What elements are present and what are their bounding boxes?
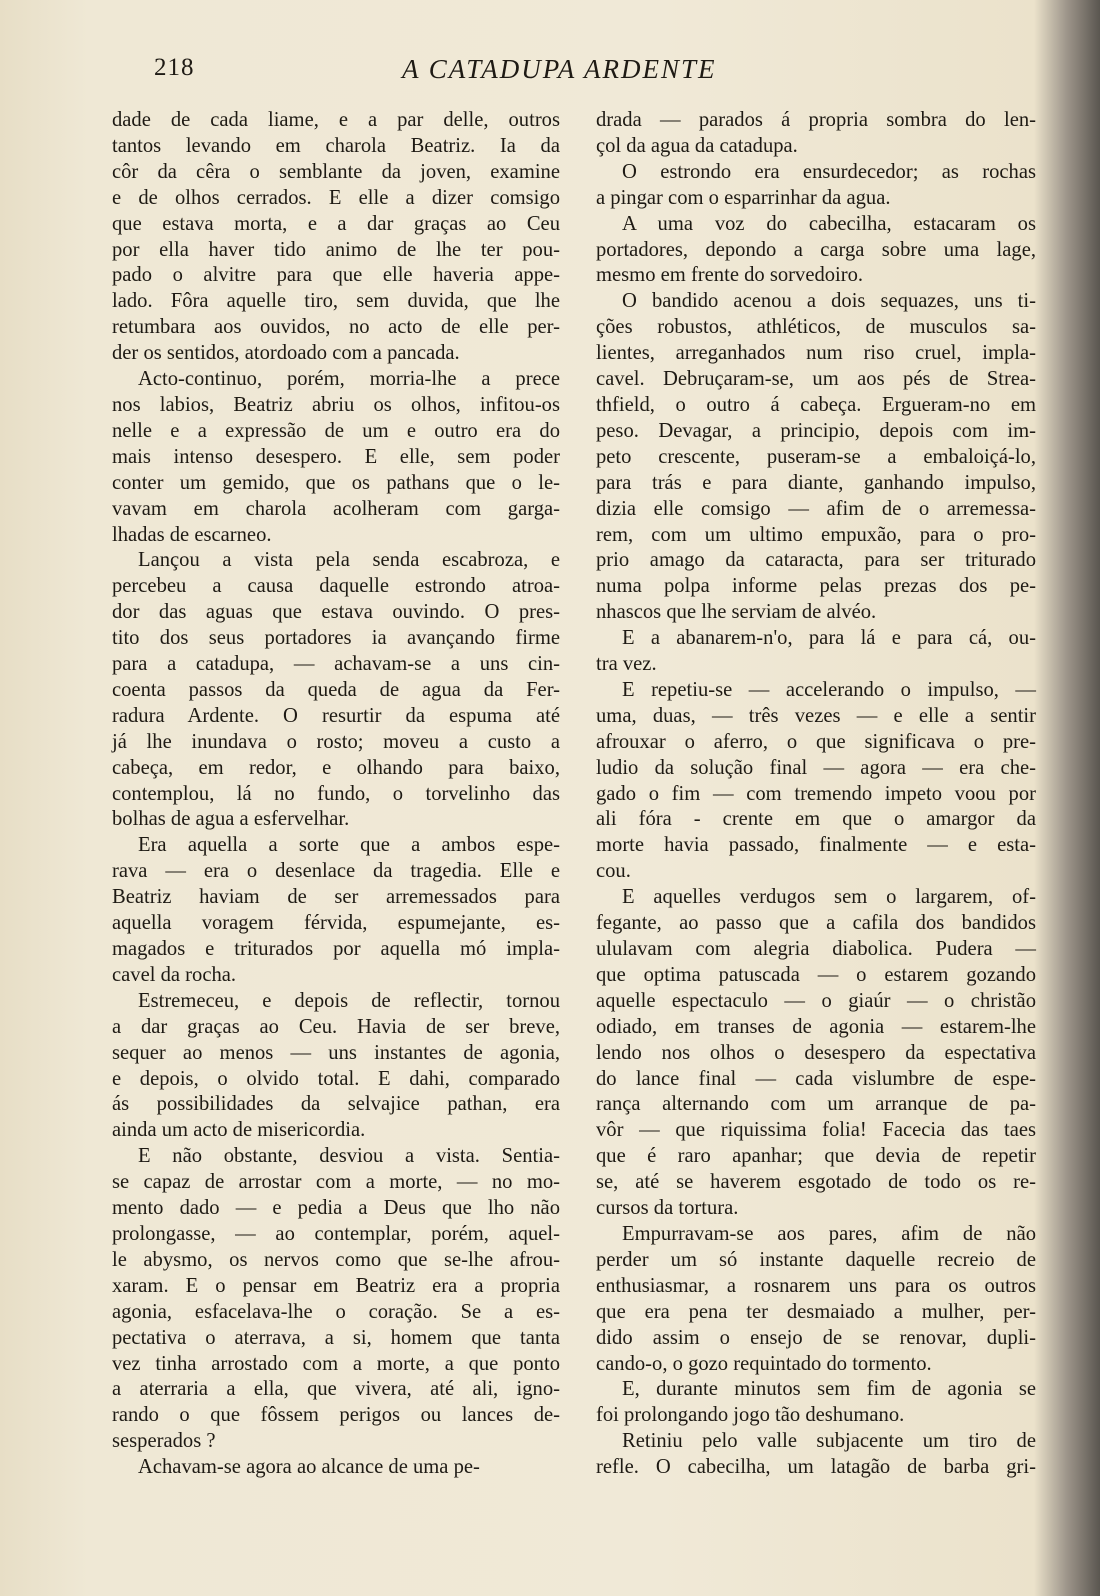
text-line: prolongasse, — ao contemplar, porém, aquel- [112, 1222, 560, 1245]
text-line: Retiniu pelo valle subjacente um tiro de [622, 1430, 1036, 1453]
text-line: que estava morta, e a dar graças ao Ceu [112, 212, 560, 235]
text-line: rança alternando com um arranque de pa- [596, 1093, 1036, 1116]
text-line: radura Ardente. O resurtir da espuma até [112, 704, 560, 727]
text-line: do lance final — cada vislumbre de espe- [596, 1067, 1036, 1090]
text-line: Lançou a vista pela senda escabroza, e [138, 549, 560, 572]
text-line: ções robustos, athléticos, de musculos sa- [596, 316, 1036, 339]
text-line: nhascos que lhe serviam de alvéo. [596, 601, 877, 624]
text-line: bolhas de agua a esfervelhar. [112, 808, 350, 831]
text-line: vavam em charola acolheram com garga- [112, 497, 560, 520]
text-line: fegante, ao passo que a cafila dos bandidos [596, 912, 1036, 935]
text-line: refle. O cabecilha, um latagão de barba gri- [596, 1456, 1036, 1479]
text-line: retumbara aos ouvidos, no acto de elle per- [112, 316, 560, 339]
text-line: mais intenso desespero. E elle, sem poder [112, 445, 560, 468]
text-line: ali fóra - crente em que o amargor da [596, 808, 1036, 831]
text-line: percebeu a causa daquelle estrondo atroa- [112, 575, 560, 598]
text-line: peto crescente, puseram-se a embaloiçá-lo, [596, 445, 1036, 468]
text-line: cursos da tortura. [596, 1197, 739, 1220]
text-line: dizia elle comsigo — afim de o arremessa- [596, 497, 1036, 520]
text-line: peso. Devagar, a principio, depois com im- [596, 419, 1036, 442]
text-line: vez tinha arrostado com a morte, a que ponto [112, 1352, 560, 1375]
text-line: Acto-continuo, porém, morria-lhe a prece [138, 368, 560, 391]
text-line: vôr — que riquissima folia! Facecia das taes [596, 1119, 1036, 1142]
text-line: que é raro apanhar; que devia de repetir [596, 1145, 1036, 1168]
text-line: se, até se haverem esgotado de todo os re- [596, 1171, 1036, 1194]
text-line: côr da cêra o semblante da joven, examine [112, 160, 560, 183]
text-line: odiado, em transes de agonia — estarem-lhe [596, 1015, 1036, 1038]
text-line: cabeça, em redor, e olhando para baixo, [112, 756, 560, 779]
text-line: nos labios, Beatriz abriu os olhos, infitou-os [112, 393, 560, 416]
text-line: numa polpa informe pelas prezas dos pe- [596, 575, 1036, 598]
text-line: ás possibilidades da selvajice pathan, era [112, 1093, 560, 1116]
right-text-column [596, 108, 1036, 1481]
text-line: çol da agua da catadupa. [596, 134, 798, 157]
page-header [150, 48, 1060, 92]
text-line: dor das aguas que estava ouvindo. O pres- [112, 601, 560, 624]
text-line: drada — parados á propria sombra do len- [596, 109, 1036, 131]
text-line: perder um só instante daquelle recreio de [596, 1248, 1036, 1271]
text-line: para trás e para diante, ganhando impulso, [596, 471, 1036, 494]
text-line: rem, com um ultimo empuxão, para o pro- [596, 523, 1036, 546]
text-line: E a abanarem-n'o, para lá e para cá, ou- [622, 627, 1036, 650]
text-line: tantos levando em charola Beatriz. Ia da [112, 134, 560, 157]
text-line: que optima patuscada — o estarem gozando [596, 963, 1036, 986]
left-text-column [112, 108, 560, 1481]
text-line: já lhe inundava o rosto; moveu a custo a [112, 730, 560, 753]
text-line: lientes, arreganhados num riso cruel, impla- [596, 342, 1036, 365]
text-line: ludio da solução final — agora — era che- [596, 756, 1036, 779]
text-line: Achavam-se agora ao alcance de uma pe- [138, 1456, 480, 1479]
text-line: coenta passos da queda de agua da Fer- [112, 678, 560, 701]
text-line: foi prolongando jogo tão deshumano. [596, 1404, 905, 1427]
text-line: ululavam com alegria diabolica. Pudera — [596, 938, 1036, 960]
text-line: nelle e a expressão de um e outro era do [112, 419, 560, 442]
text-line: a aterraria a ella, que vivera, até ali, igno- [112, 1378, 560, 1401]
text-line: tito dos seus portadores ia avançando firme [112, 627, 560, 650]
text-line: afrouxar o aferro, o que significava o pre- [596, 730, 1036, 753]
text-line: por ella haver tido animo de lhe ter pou- [112, 238, 560, 261]
text-line: magados e triturados por aquella mó impla- [112, 938, 560, 960]
text-line: e depois, o olvido total. E dahi, comparado [112, 1067, 560, 1090]
text-line: ainda um acto de misericordia. [112, 1119, 366, 1142]
text-line: Beatriz haviam de ser arremessados para [112, 886, 560, 909]
text-line: pectativa o aterrava, a si, homem que tanta [112, 1326, 560, 1349]
text-line: lado. Fôra aquelle tiro, sem duvida, que lhe [112, 290, 560, 313]
text-line: uma, duas, — três vezes — e elle a sentir [596, 704, 1036, 727]
text-line: rava — era o desenlace da tragedia. Elle e [112, 860, 560, 883]
text-line: morte havia passado, finalmente — e esta- [596, 834, 1036, 857]
text-line: E aquelles verdugos sem o largarem, of- [622, 886, 1036, 909]
text-line: que era pena ter desmaiado a mulher, per- [596, 1300, 1036, 1323]
text-line: E repetiu-se — accelerando o impulso, — [622, 678, 1036, 701]
text-line: O bandido acenou a dois sequazes, uns ti- [622, 290, 1036, 313]
text-line: le abysmo, os nervos como que se-lhe afrou- [112, 1248, 560, 1271]
text-line: rando o que fôssem perigos ou lances de- [112, 1404, 560, 1427]
running-title: A CATADUPA ARDENTE [402, 54, 717, 84]
text-line: sequer ao menos — uns instantes de agonia, [112, 1041, 560, 1064]
text-line: lendo nos olhos o desespero da espectativa [596, 1041, 1036, 1064]
text-line: E não obstante, desviou a vista. Sentia- [138, 1145, 560, 1168]
text-line: Estremeceu, e depois de reflectir, tornou [138, 989, 560, 1012]
text-line: thfield, o outro á cabeça. Ergueram-no em [596, 393, 1036, 416]
text-line: contemplou, lá no fundo, o torvelinho das [112, 782, 560, 805]
text-line: portadores, depondo a carga sobre uma lage, [596, 238, 1036, 261]
text-line: aquelle espectaculo — o giaúr — o christão [596, 989, 1036, 1012]
page-number: 218 [154, 54, 195, 81]
text-line: para a catadupa, — achavam-se a uns cin- [112, 653, 560, 676]
text-line: pado o alvitre para que elle haveria appe- [112, 264, 560, 287]
text-line: A uma voz do cabecilha, estacaram os [622, 212, 1036, 235]
text-line: dade de cada liame, e a par delle, outros [112, 109, 560, 131]
text-line: cando-o, o gozo requintado do tormento. [596, 1352, 932, 1375]
text-line: Era aquella a sorte que a ambos espe- [138, 834, 560, 857]
text-line: O estrondo era ensurdecedor; as rochas [622, 160, 1036, 183]
text-line: E, durante minutos sem fim de agonia se [622, 1378, 1036, 1401]
text-line: xaram. E o pensar em Beatriz era a propria [112, 1274, 560, 1297]
text-line: dido assim o ensejo de se renovar, dupli- [596, 1326, 1036, 1349]
text-line: cavel da rocha. [112, 963, 237, 986]
text-line: a pingar com o esparrinhar da agua. [596, 186, 891, 209]
text-line: mesmo em frente do sorvedoiro. [596, 264, 864, 287]
text-line: enthusiasmar, a rosnarem uns para os outros [596, 1274, 1036, 1297]
text-line: cou. [596, 860, 631, 883]
text-line: Empurravam-se aos pares, afim de não [622, 1222, 1036, 1245]
text-line: tra vez. [596, 653, 657, 676]
text-line: der os sentidos, atordoado com a pancada. [112, 342, 460, 365]
text-line: aquella voragem férvida, espumejante, es- [112, 912, 560, 935]
text-line: mento dado — e pedia a Deus que lho não [112, 1197, 560, 1220]
text-line: prio amago da cataracta, para ser triturado [596, 549, 1036, 572]
text-line: se capaz de arrostar com a morte, — no mo- [112, 1171, 560, 1194]
text-line: gado o fim — com tremendo impeto voou por [596, 782, 1036, 805]
text-line: agonia, esfacelava-lhe o coração. Se a es- [112, 1300, 560, 1323]
text-line: a dar graças ao Ceu. Havia de ser breve, [112, 1015, 560, 1038]
text-line: lhadas de escarneo. [112, 523, 272, 546]
text-line: sesperados ? [112, 1430, 216, 1453]
text-line: cavel. Debruçaram-se, um aos pés de Strea- [596, 368, 1036, 391]
text-line: e de olhos cerrados. E elle a dizer comsigo [112, 186, 560, 209]
text-line: conter um gemido, que os pathans que o le- [112, 471, 560, 494]
